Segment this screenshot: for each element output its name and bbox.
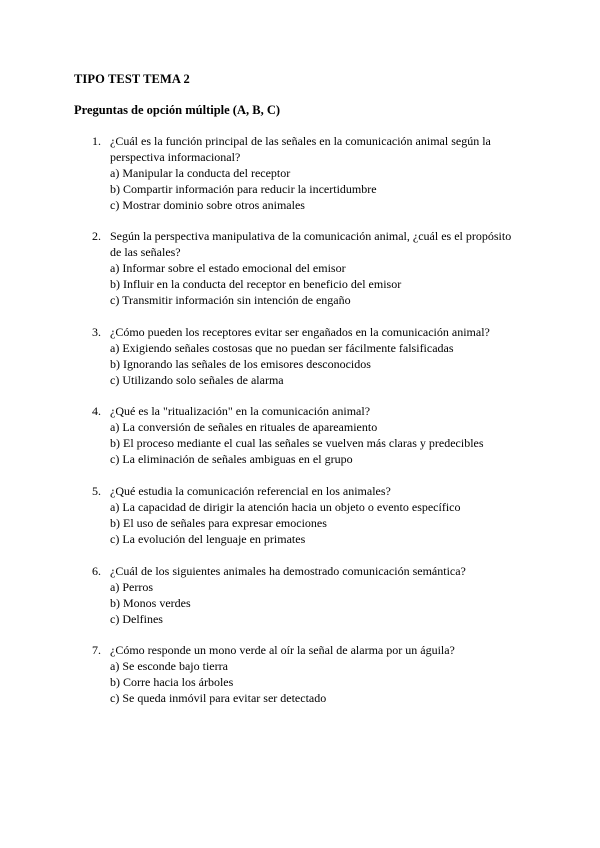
option-b: b) El uso de señales para expresar emociones — [110, 516, 327, 530]
question-options — [110, 419, 530, 467]
option-c: c) La evolución del lenguaje en primates — [110, 532, 306, 546]
question-number: 6. — [92, 564, 101, 578]
question-options — [110, 340, 530, 388]
question-number: 1. — [92, 134, 101, 148]
option-b: b) Corre hacia los árboles — [110, 675, 234, 689]
question-options — [110, 658, 530, 706]
question-number: 5. — [92, 484, 101, 498]
question-text: ¿Qué estudia la comunicación referencial en los animales? — [110, 484, 391, 498]
question-text: ¿Cómo responde un mono verde al oír la señal de alarma por un águila? — [110, 643, 455, 657]
question-text: Según la perspectiva manipulativa de la comunicación animal, ¿cuál es el propósito de las señales? — [110, 229, 512, 259]
option-b: b) Ignorando las señales de los emisores desconocidos — [110, 357, 371, 371]
option-a: a) La conversión de señales en rituales de apareamiento — [110, 420, 378, 434]
question-text: ¿Cuál es la función principal de las señales en la comunicación animal según la perspectiva informacional? — [110, 134, 491, 164]
option-b: b) El proceso mediante el cual las señales se vuelven más claras y predecibles — [110, 436, 484, 450]
option-c: c) La eliminación de señales ambiguas en el grupo — [110, 452, 353, 466]
question-text: ¿Cómo pueden los receptores evitar ser engañados en la comunicación animal? — [110, 325, 490, 339]
question-options — [110, 165, 530, 213]
question-text: ¿Qué es la "ritualización" en la comunicación animal? — [110, 404, 371, 418]
question-options — [110, 579, 530, 627]
option-a: a) Informar sobre el estado emocional del emisor — [110, 261, 346, 275]
option-a: a) La capacidad de dirigir la atención hacia un objeto o evento específico — [110, 500, 461, 514]
option-a: a) Perros — [110, 580, 153, 594]
option-a: a) Manipular la conducta del receptor — [110, 166, 291, 180]
document-title: TIPO TEST TEMA 2 — [74, 72, 190, 86]
question-number: 3. — [92, 325, 101, 339]
option-c: c) Se queda inmóvil para evitar ser detectado — [110, 691, 327, 705]
question-options — [110, 499, 530, 547]
option-a: a) Exigiendo señales costosas que no puedan ser fácilmente falsificadas — [110, 341, 454, 355]
question-text: ¿Cuál de los siguientes animales ha demostrado comunicación semántica? — [110, 564, 466, 578]
question-number: 4. — [92, 404, 101, 418]
question-number: 2. — [92, 229, 101, 243]
option-b: b) Influir en la conducta del receptor en beneficio del emisor — [110, 277, 402, 291]
option-b: b) Compartir información para reducir la incertidumbre — [110, 182, 377, 196]
option-c: c) Transmitir información sin intención de engaño — [110, 293, 351, 307]
option-b: b) Monos verdes — [110, 596, 191, 610]
option-a: a) Se esconde bajo tierra — [110, 659, 228, 673]
option-c: c) Mostrar dominio sobre otros animales — [110, 198, 305, 212]
option-c: c) Delfines — [110, 612, 163, 626]
section-title: Preguntas de opción múltiple (A, B, C) — [74, 103, 281, 117]
option-c: c) Utilizando solo señales de alarma — [110, 373, 284, 387]
question-number: 7. — [92, 643, 101, 657]
question-options — [110, 260, 530, 308]
